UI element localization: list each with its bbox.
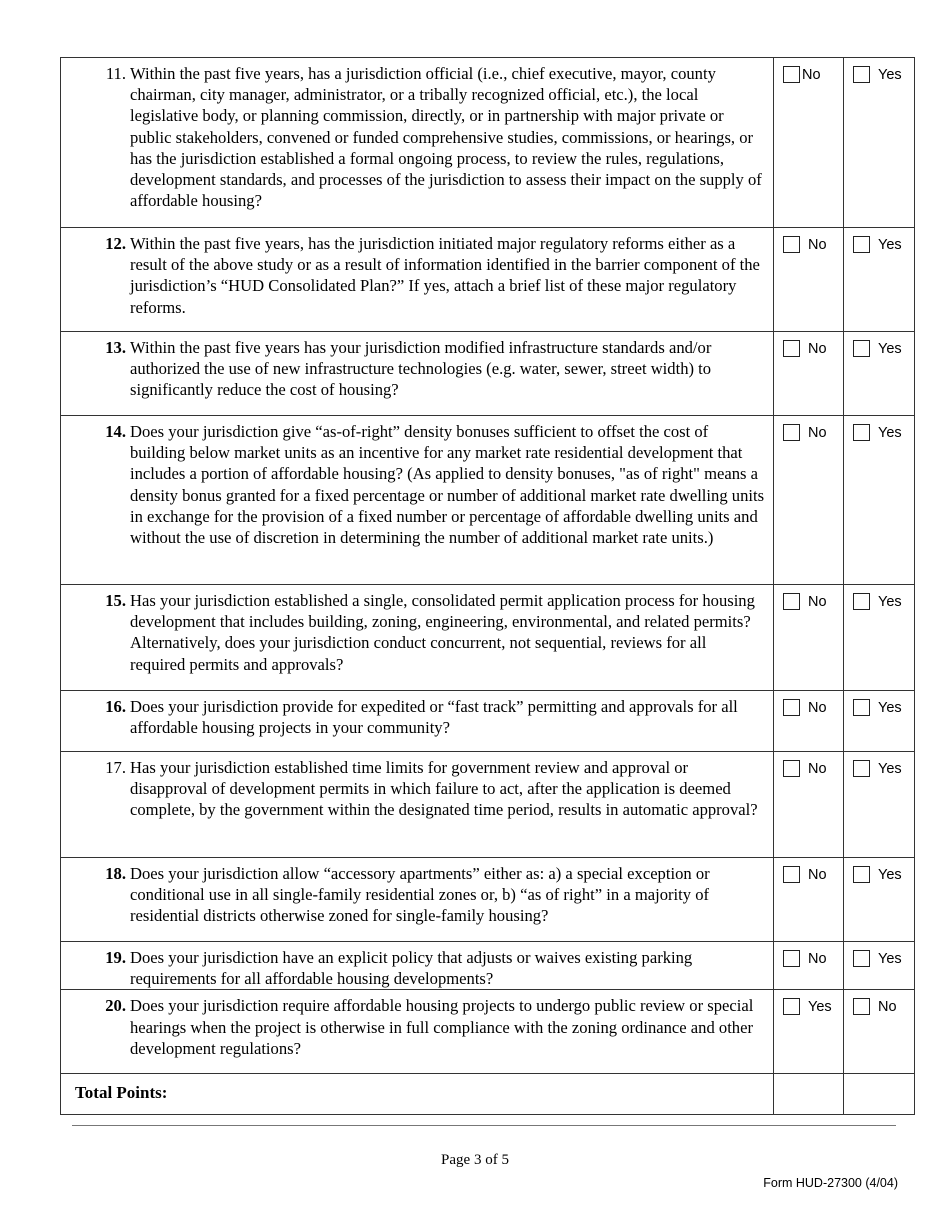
question-cell [61,858,774,942]
checkbox[interactable] [853,593,870,610]
question-row [61,332,915,416]
answer-cell-1 [774,58,844,228]
answer-cell-1 [774,691,844,752]
question-cell [61,416,774,585]
question-cell [61,691,774,752]
answer-cell-1 [774,858,844,942]
question-text: Has your jurisdiction established time limits for government review and approval or disapproval of development permits in which failure to act, after the application is deemed complete, by the government within the designated time period, results in automatic approval? [130,758,758,820]
checkbox-label: No [808,760,827,777]
answer-cell-1 [774,416,844,585]
question-text: Does your jurisdiction have an explicit policy that adjusts or waives existing parking requirements for all affordable housing developments? [130,948,693,989]
total-label-cell [61,1074,774,1115]
checkbox[interactable] [783,760,800,777]
footer-divider [72,1125,896,1126]
checkbox[interactable] [783,424,800,441]
answer-cell-1 [774,942,844,990]
question-number: 11. [105,64,126,83]
answer-option[interactable] [774,866,843,883]
checkbox[interactable] [853,950,870,967]
checkbox-label: Yes [878,593,902,610]
question-row [61,858,915,942]
answer-cell-2 [844,942,915,990]
answer-cell-2 [844,585,915,691]
checkbox-label: No [808,593,827,610]
answer-option[interactable] [844,66,914,83]
answer-cell-1 [774,228,844,332]
question-row [61,416,915,585]
checkbox[interactable] [853,236,870,253]
answer-option[interactable] [774,593,843,610]
checkbox-label: Yes [878,699,902,716]
question-number: 14. [105,422,126,441]
question-number: 17. [105,758,126,777]
question-text: Within the past five years, has a jurisdiction official (i.e., chief executive, mayor, county chairman, city manager, administrator, or a tribally recognized official, etc.), the local legislative body, or planning commission, directly, or in partnership with major private or public stakeholders, convened or funded comprehensive studies, commissions, or hearings, or has the jurisdiction established a formal ongoing process, to review the rules, regulations, development standards, and processes of the jurisdiction to assess their impact on the supply of affordable housing? [130,64,762,211]
answer-option[interactable] [844,998,914,1015]
answer-option[interactable] [774,66,843,83]
question-number: 20. [105,996,126,1016]
checkbox[interactable] [853,760,870,777]
checkbox-label: Yes [878,66,902,83]
questionnaire-table [60,57,915,1115]
question-cell [61,228,774,332]
question-number: 19. [105,948,126,967]
answer-cell-1 [774,752,844,858]
answer-option[interactable] [844,950,914,967]
question-row [61,691,915,752]
checkbox[interactable] [783,998,800,1015]
checkbox-label: Yes [808,998,832,1015]
question-text: Has your jurisdiction established a single, consolidated permit application process for housing development that includes building, zoning, engineering, environmental, and related permits? Alternatively, does your jurisdiction conduct concurrent, not sequential, reviews for all required permits and approvals? [130,591,755,674]
question-text: Within the past five years, has the jurisdiction initiated major regulatory reforms either as a result of the above study or as a result of information identified in the barrier component of the jurisdiction’s “HUD Consolidated Plan?” If yes, attach a brief list of these major regulatory reforms. [130,234,760,317]
question-text: Does your jurisdiction provide for expedited or “fast track” permitting and approvals for all affordable housing projects in your community? [130,697,738,738]
question-cell [61,585,774,691]
checkbox-label: Yes [878,340,902,357]
answer-option[interactable] [774,950,843,967]
question-row [61,585,915,691]
checkbox-label: Yes [878,950,902,967]
checkbox[interactable] [783,866,800,883]
question-row [61,752,915,858]
answer-option[interactable] [844,699,914,716]
checkbox-label: No [808,236,827,253]
question-cell [61,332,774,416]
answer-option[interactable] [774,998,843,1015]
answer-option[interactable] [844,424,914,441]
checkbox-label: No [808,866,827,883]
answer-option[interactable] [774,236,843,253]
answer-cell-2 [844,228,915,332]
answer-cell-2 [844,691,915,752]
page-number: Page 3 of 5 [441,1152,509,1168]
answer-cell-2 [844,858,915,942]
checkbox[interactable] [783,236,800,253]
checkbox[interactable] [783,593,800,610]
question-cell [61,58,774,228]
checkbox[interactable] [853,998,870,1015]
question-text: Does your jurisdiction give “as-of-right” density bonuses sufficient to offset the cost of building below market units as an incentive for any market rate residential development that includes a portion of affordable housing? (As applied to density bonuses, "as of right" means a density bonus granted for a fixed percentage or number of additional market rate dwelling units in exchange for the provision of a fixed number or percentage of affordable dwelling units and without the use of discretion in determining the number of additional market rate units.) [130,422,765,548]
question-row [61,58,915,228]
checkbox[interactable] [853,866,870,883]
answer-option[interactable] [844,760,914,777]
answer-option[interactable] [774,760,843,777]
checkbox[interactable] [783,340,800,357]
total-row [61,1074,915,1115]
question-text: Does your jurisdiction allow “accessory apartments” either as: a) a special exception or conditional use in all single-family residential zones or, b) “as of right” in a majority of residential districts otherwise zoned for single-family housing? [130,864,710,926]
answer-option[interactable] [774,699,843,716]
checkbox[interactable] [853,424,870,441]
total-points-cell[interactable] [774,1074,844,1115]
question-row [61,942,915,990]
checkbox-label: No [802,66,821,83]
answer-cell-1 [774,990,844,1074]
checkbox-label: No [808,424,827,441]
question-row [61,228,915,332]
checkbox-label: Yes [878,866,902,883]
answer-cell-1 [774,332,844,416]
checkbox-label: Yes [878,236,902,253]
answer-option[interactable] [774,340,843,357]
question-number: 15. [105,591,126,610]
answer-cell-1 [774,585,844,691]
question-row [61,990,915,1074]
question-cell [61,752,774,858]
question-text: Does your jurisdiction require affordable housing projects to undergo public review or special hearings when the project is otherwise in full compliance with the zoning ordinance and other development regulations? [130,996,754,1058]
answer-cell-2 [844,332,915,416]
question-number: 16. [105,697,126,716]
answer-option[interactable] [844,866,914,883]
checkbox[interactable] [783,950,800,967]
checkbox[interactable] [783,66,800,83]
form-identifier: Form HUD-27300 (4/04) [763,1176,898,1190]
checkbox[interactable] [853,699,870,716]
checkbox-label: No [808,950,827,967]
checkbox[interactable] [853,340,870,357]
answer-cell-2 [844,416,915,585]
answer-option[interactable] [844,340,914,357]
checkbox-label: Yes [878,760,902,777]
checkbox-label: No [808,699,827,716]
checkbox[interactable] [783,699,800,716]
question-number: 18. [105,864,126,883]
checkbox[interactable] [853,66,870,83]
total-points-label: Total Points: [75,1083,168,1103]
checkbox-label: No [878,998,897,1015]
question-number: 12. [105,234,126,253]
answer-option[interactable] [844,593,914,610]
question-number: 13. [105,338,126,357]
question-cell [61,942,774,990]
answer-option[interactable] [774,424,843,441]
total-points-cell[interactable] [844,1074,915,1115]
answer-cell-2 [844,58,915,228]
checkbox-label: Yes [878,424,902,441]
checkbox-label: No [808,340,827,357]
question-text: Within the past five years has your jurisdiction modified infrastructure standards and/or authorized the use of new infrastructure technologies (e.g. water, sewer, street width) to significantly reduce the cost of housing? [130,338,712,400]
answer-cell-2 [844,990,915,1074]
answer-option[interactable] [844,236,914,253]
answer-cell-2 [844,752,915,858]
question-cell [61,990,774,1074]
